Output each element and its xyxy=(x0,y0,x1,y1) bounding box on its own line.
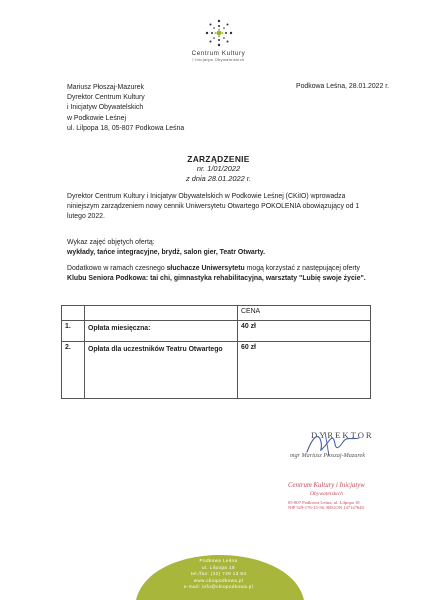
address-line: Mariusz Płoszaj-Mazurek xyxy=(67,84,144,91)
footer-line: Podkowa Leśna xyxy=(199,558,238,563)
offer-text: Dodatkowo w ramach czesnego xyxy=(67,265,167,272)
stamp-line: NIP 529-176-15-56, REGON 147147640 xyxy=(288,505,364,510)
offer-club: Klubu Seniora Podkowa xyxy=(67,275,146,283)
footer-line: ul. Lilpopa 18 xyxy=(202,564,235,570)
address-line: Dyrektor Centrum Kultury xyxy=(67,94,145,102)
footer-line: www.ckiopodkowa.pl xyxy=(193,577,244,583)
activities-list: wykłady, tańce integracyjne, brydż, salon gier, Teatr Otwarty. xyxy=(67,249,265,257)
row-number: 2. xyxy=(62,342,85,399)
footer-line: e-mail: info@ckiopodkowa.pl xyxy=(183,584,254,590)
stamp-line: Centrum Kultury i Inicjatyw xyxy=(288,482,365,489)
offer-audience: słuchacze Uniwersytetu xyxy=(166,265,245,272)
row-number: 1. xyxy=(62,321,85,342)
title-date: z dnia 28.01.2022 r. xyxy=(185,174,252,183)
title-main: ZARZĄDZENIE xyxy=(187,154,250,164)
logo-name: Centrum Kultury xyxy=(191,50,246,57)
row-label: Opłata miesięczna: xyxy=(85,321,238,342)
offer-text: mogą korzystać z następującej oferty xyxy=(244,265,360,272)
address-line: ul. Lilpopa 18, 05-807 Podkowa Leśna xyxy=(67,124,185,132)
column-header-price: CENA xyxy=(238,306,371,321)
footer-line: tel./fax: (22) 729 13 84 xyxy=(190,571,247,577)
title-number: nr. 1/01/2022 xyxy=(196,164,241,173)
intro-paragraph: Dyrektor Centrum Kultury i Inicjatyw Obywatelskich w Podkowie Leśnej (CKiIO) wprowadza niniejszym zarządzeniem nowy cennik Uniwersytetu Otwartego POKOLENIA obowiązujący od 1 lutego 2022. xyxy=(67,193,360,221)
address-line: w Podkowie Leśnej xyxy=(67,114,126,122)
row-price: 40 zł xyxy=(238,321,371,342)
row-price: 60 zł xyxy=(238,342,371,399)
address-line: i Inicjatyw Obywatelskich xyxy=(67,104,144,112)
stamp-line: 05-807 Podkowa Leśna, ul. Lilpopa 18 xyxy=(288,500,360,505)
logo-subtitle: i Inicjatyw Obywatelskich xyxy=(192,58,245,62)
signature-name: mgr Mariusz Płoszaj-Mazurek xyxy=(290,452,366,459)
footer-contact xyxy=(0,558,437,591)
offer-activities: : tai chi, gimnastyka rehabilitacyjna, warsztaty "Lubię swoje życie". xyxy=(145,275,366,283)
place-date: Podkowa Leśna, 28.01.2022 r. xyxy=(296,83,390,90)
activities-intro: Wykaz zajęć objętych ofertą: xyxy=(67,239,155,246)
row-label: Opłata dla uczestników Teatru Otwartego xyxy=(85,342,238,399)
signature-title: DYREKTOR xyxy=(311,430,374,440)
stamp-line: Obywatelskich xyxy=(310,491,343,497)
